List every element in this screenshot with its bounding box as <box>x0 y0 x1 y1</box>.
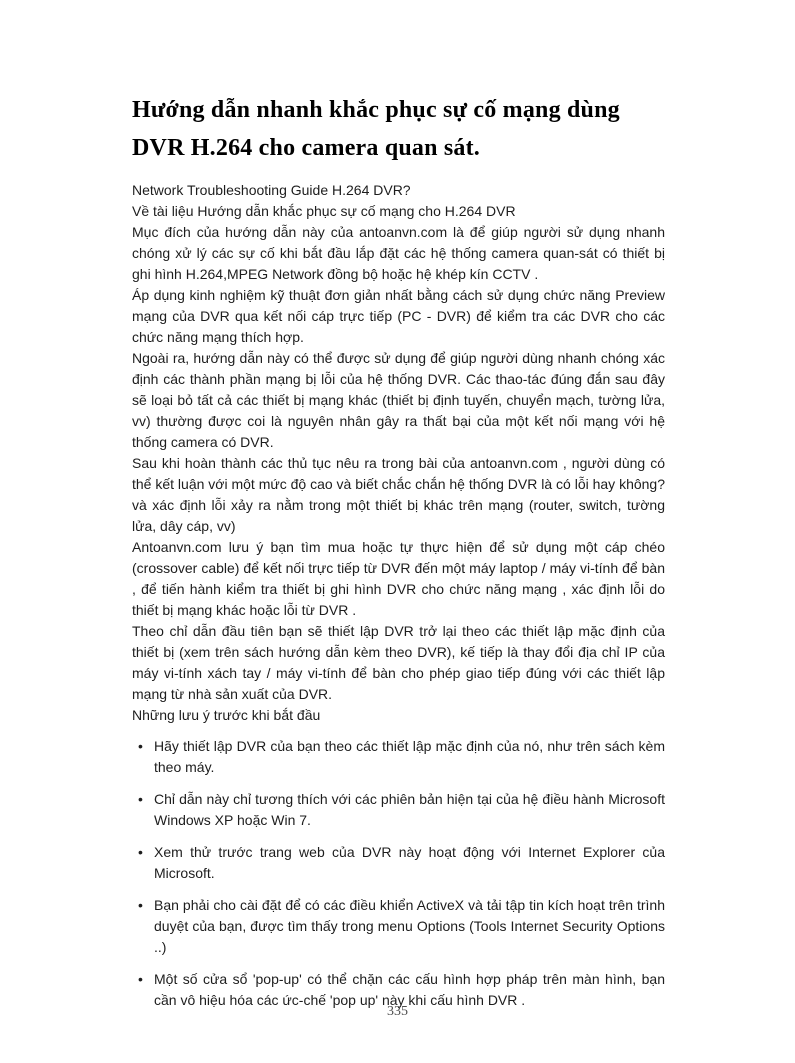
bullet-icon: • <box>138 738 143 754</box>
paragraph-conclusion-ability: Sau khi hoàn thành các thủ tục nêu ra trong bài của antoanvn.com , người dùng có thể kết luận với một mức độ cao và biết chắc chắn hệ thống DVR là có lỗi hay không? và xác định lỗi xảy ra nằm trong một thiết bị khác trên mạng (router, switch, tường lửa, dây cáp, vv) <box>132 455 665 534</box>
bullet-text: Chỉ dẫn này chỉ tương thích với các phiên bản hiện tại của hệ điều hành Microsoft Windows XP hoặc Win 7. <box>154 791 665 828</box>
paragraph-preview-method: Áp dụng kinh nghiệm kỹ thuật đơn giản nhất bằng cách sử dụng chức năng Preview mạng của DVR qua kết nối cáp trực tiếp (PC - DVR) để kiểm tra các DVR cho các chức năng mạng thích hợp. <box>132 287 665 345</box>
bullet-icon: • <box>138 897 143 913</box>
paragraph-crossover-cable: Antoanvn.com lưu ý bạn tìm mua hoặc tự thực hiện để sử dụng một cáp chéo (crossover cable) để kết nối trực tiếp từ DVR đến một máy laptop / máy vi-tính để bàn , để tiến hành kiểm tra thiết bị ghi hình DVR cho chức năng mạng , xác định lỗi do thiết bị mạng khác hoặc lỗi từ DVR . <box>132 539 665 618</box>
bullet-icon: • <box>138 791 143 807</box>
bullet-icon: • <box>138 971 143 987</box>
page-number: 335 <box>387 1004 408 1019</box>
paragraph-about: Về tài liệu Hướng dẫn khắc phục sự cố mạng cho H.264 DVR <box>132 203 516 219</box>
paragraph-default-settings: Theo chỉ dẫn đầu tiên bạn sẽ thiết lập DVR trở lại theo các thiết lập mặc định của thiết bị (xem trên sách hướng dẫn kèm theo DVR), kế tiếp là thay đổi địa chỉ IP của máy vi-tính xách tay / máy vi-tính để bàn cho phép giao tiếp đúng với các thiết lập mạng từ nhà sản xuất của DVR. <box>132 623 665 702</box>
bullet-icon: • <box>138 844 143 860</box>
list-item <box>132 895 665 958</box>
document-content <box>132 91 665 1022</box>
bullet-list <box>132 736 665 1011</box>
list-item <box>132 789 665 831</box>
bullet-text: Hãy thiết lập DVR của bạn theo các thiết lập mặc định của nó, như trên sách kèm theo máy. <box>154 738 665 775</box>
bullet-text: Bạn phải cho cài đặt để có các điều khiển ActiveX và tải tập tin kích hoạt trên trình duyệt của bạn, được tìm thấy trong menu Options (Tools Internet Security Options ..) <box>154 897 665 955</box>
list-item <box>132 736 665 778</box>
bullet-text: Một số cửa sổ 'pop-up' có thể chặn các cấu hình hợp pháp trên màn hình, bạn cần vô hiệu hóa các ức-chế 'pop up' này khi cấu hình DVR . <box>154 971 665 1008</box>
paragraph-purpose: Mục đích của hướng dẫn này của antoanvn.com là để giúp người sử dụng nhanh chóng xử lý các sự cố khi bắt đầu lắp đặt các hệ thống camera quan-sát có thiết bị ghi hình H.264,MPEG Network đồng bộ hoặc hệ khép kín CCTV . <box>132 224 665 282</box>
paragraph-notes-heading: Những lưu ý trước khi bắt đầu <box>132 707 321 723</box>
list-item <box>132 842 665 884</box>
paragraph-fault-isolation: Ngoài ra, hướng dẫn này có thể được sử dụng để giúp người dùng nhanh chóng xác định các thành phần mạng bị lỗi của hệ thống DVR. Các thao-tác đúng đắn sau đây sẽ loại bỏ tất cả các thiết bị mạng khác (thiết bị định tuyến, chuyển mạch, tường lửa, vv) thường được coi là nguyên nhân gây ra thất bại của một kết nối mạng với hệ thống camera có DVR. <box>132 350 665 450</box>
paragraph-intro-question: Network Troubleshooting Guide H.264 DVR? <box>132 182 411 198</box>
page-title: Hướng dẫn nhanh khắc phục sự cố mạng dùng DVR H.264 cho camera quan sát. <box>132 97 620 161</box>
bullet-text: Xem thử trước trang web của DVR này hoạt động với Internet Explorer của Microsoft. <box>154 844 665 881</box>
body-text <box>132 180 665 1011</box>
